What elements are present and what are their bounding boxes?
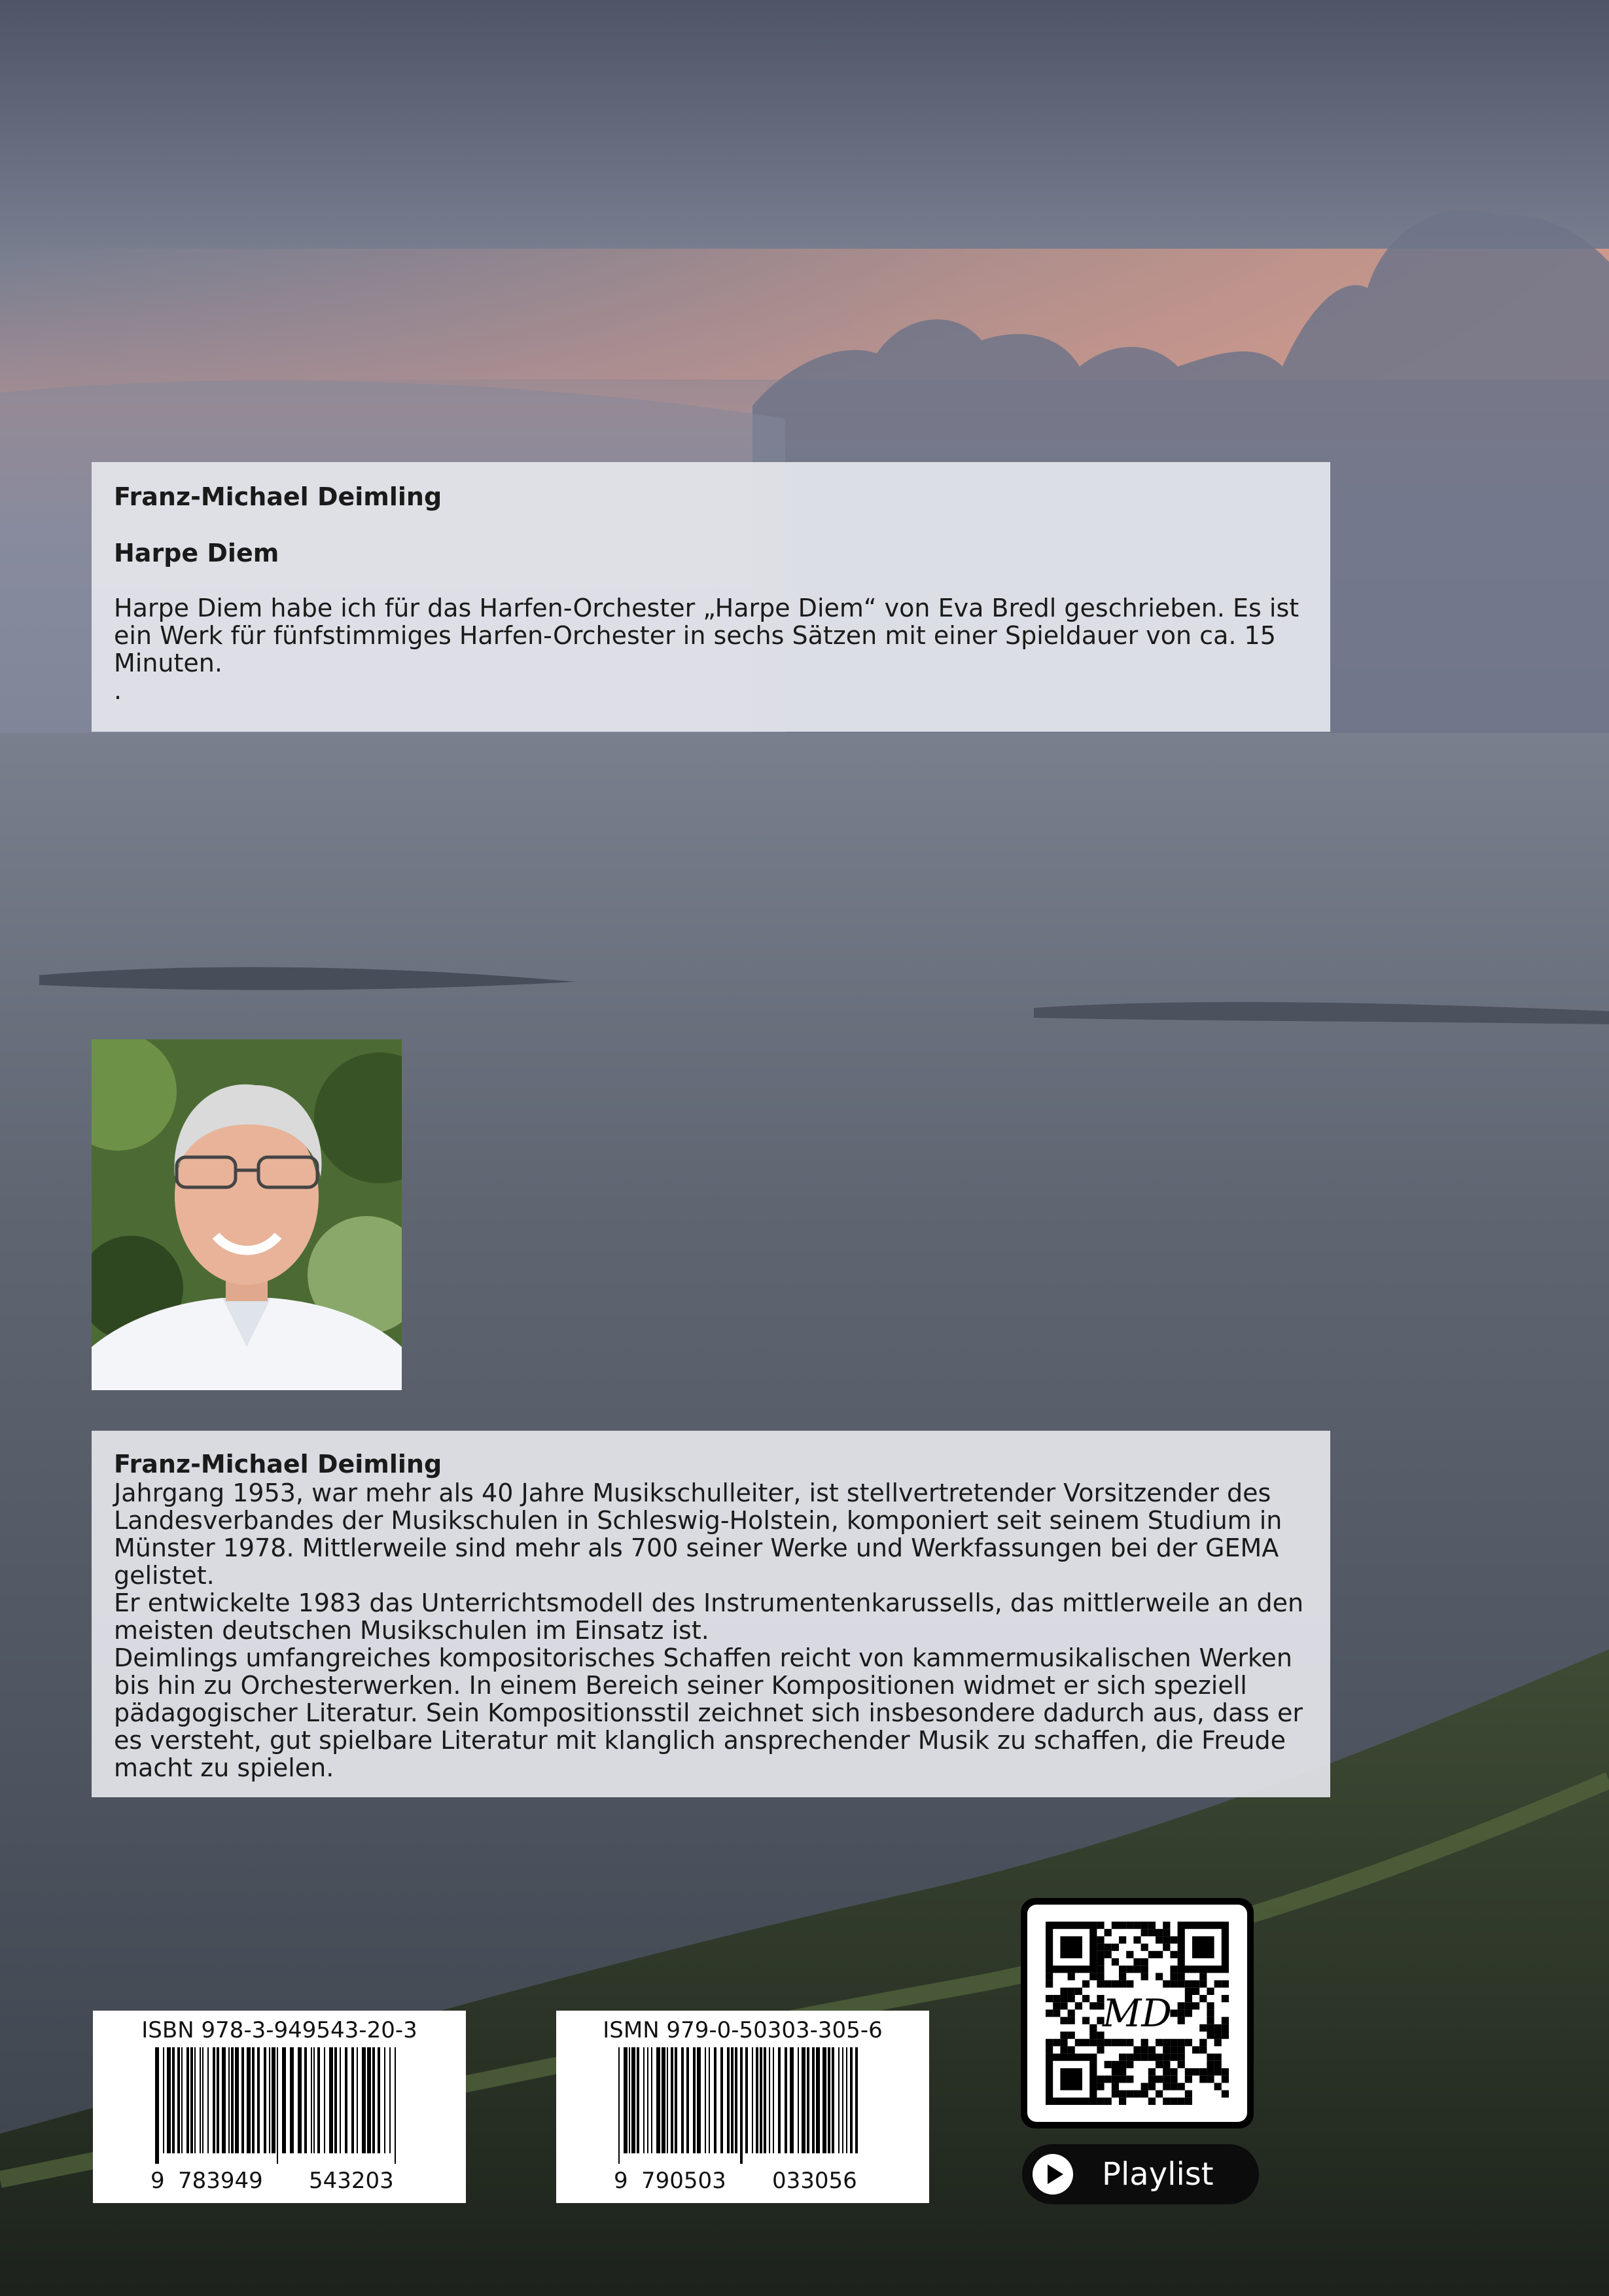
svg-text:MD: MD [1103, 1991, 1172, 2036]
ismn-label: ISMN 979-0-50303-305-6 [603, 2017, 883, 2043]
biography-panel [92, 1431, 1330, 1797]
ismn-digits-group1: 790503 [641, 2168, 726, 2194]
playlist-button[interactable] [1022, 2144, 1259, 2204]
trailing-mark: . [114, 676, 122, 705]
author-portrait [92, 1039, 402, 1390]
playlist-label: Playlist [1102, 2156, 1214, 2193]
play-icon [1033, 2154, 1073, 2195]
portrait-image [92, 1039, 402, 1390]
bio-name: Franz-Michael Deimling [114, 1450, 442, 1479]
bio-paragraph: Er entwickelte 1983 das Unterrichtsmodell des Instrumentenkarussells, das mittlerweile an den meisten deutschen Musikschulen im Einsatz ist. [114, 1588, 1304, 1645]
isbn-bars [155, 2047, 404, 2164]
work-title: Harpe Diem [114, 539, 279, 567]
ismn-barcode [556, 2011, 929, 2203]
qr-code-icon [1027, 1905, 1247, 2122]
qr-code[interactable] [1021, 1898, 1254, 2128]
work-info-panel [92, 462, 1330, 732]
work-description: Harpe Diem habe ich für das Harfen-Orchester „Harpe Diem“ von Eva Bredl geschrieben. Es ist ein Werk für fünfstimmiges Harfen-Orchester in sechs Sätzen mit einer Spieldauer von ca. 15 Minuten. [114, 594, 1300, 677]
isbn-digits-group2: 543203 [309, 2168, 394, 2194]
ismn-digit-first: 9 [614, 2168, 628, 2194]
isbn-label: ISBN 978-3-949543-20-3 [141, 2017, 417, 2043]
ismn-bars [618, 2047, 867, 2164]
isbn-digits-group1: 783949 [178, 2168, 263, 2194]
isbn-digit-first: 9 [150, 2168, 165, 2194]
isbn-barcode [93, 2011, 466, 2203]
bio-paragraph: Jahrgang 1953, war mehr als 40 Jahre Musikschulleiter, ist stellvertretender Vorsitzender des Landesverbandes der Musikschulen in Schleswig-Holstein, komponiert seit seinem Studium in Münster 1978. Mittlerweile sind mehr als 700 seiner Werke und Werkfassungen bei der GEMA gelistet. [114, 1479, 1282, 1590]
ismn-digits-group2: 033056 [772, 2168, 857, 2194]
bio-paragraph: Deimlings umfangreiches kompositorisches Schaffen reicht von kammermusikalischen Werken bis hin zu Orchesterwerken. In einem Bereich seiner Kompositionen widmet er sich speziell pädagogischer Literatur. Sein Kompositionsstil zeichnet sich insbesondere dadurch aus, dass er es versteht, gut spielbare Literatur mit klanglich ansprechender Musik zu schaffen, die Freude macht zu spielen. [114, 1643, 1303, 1782]
author-name: Franz-Michael Deimling [114, 482, 442, 511]
